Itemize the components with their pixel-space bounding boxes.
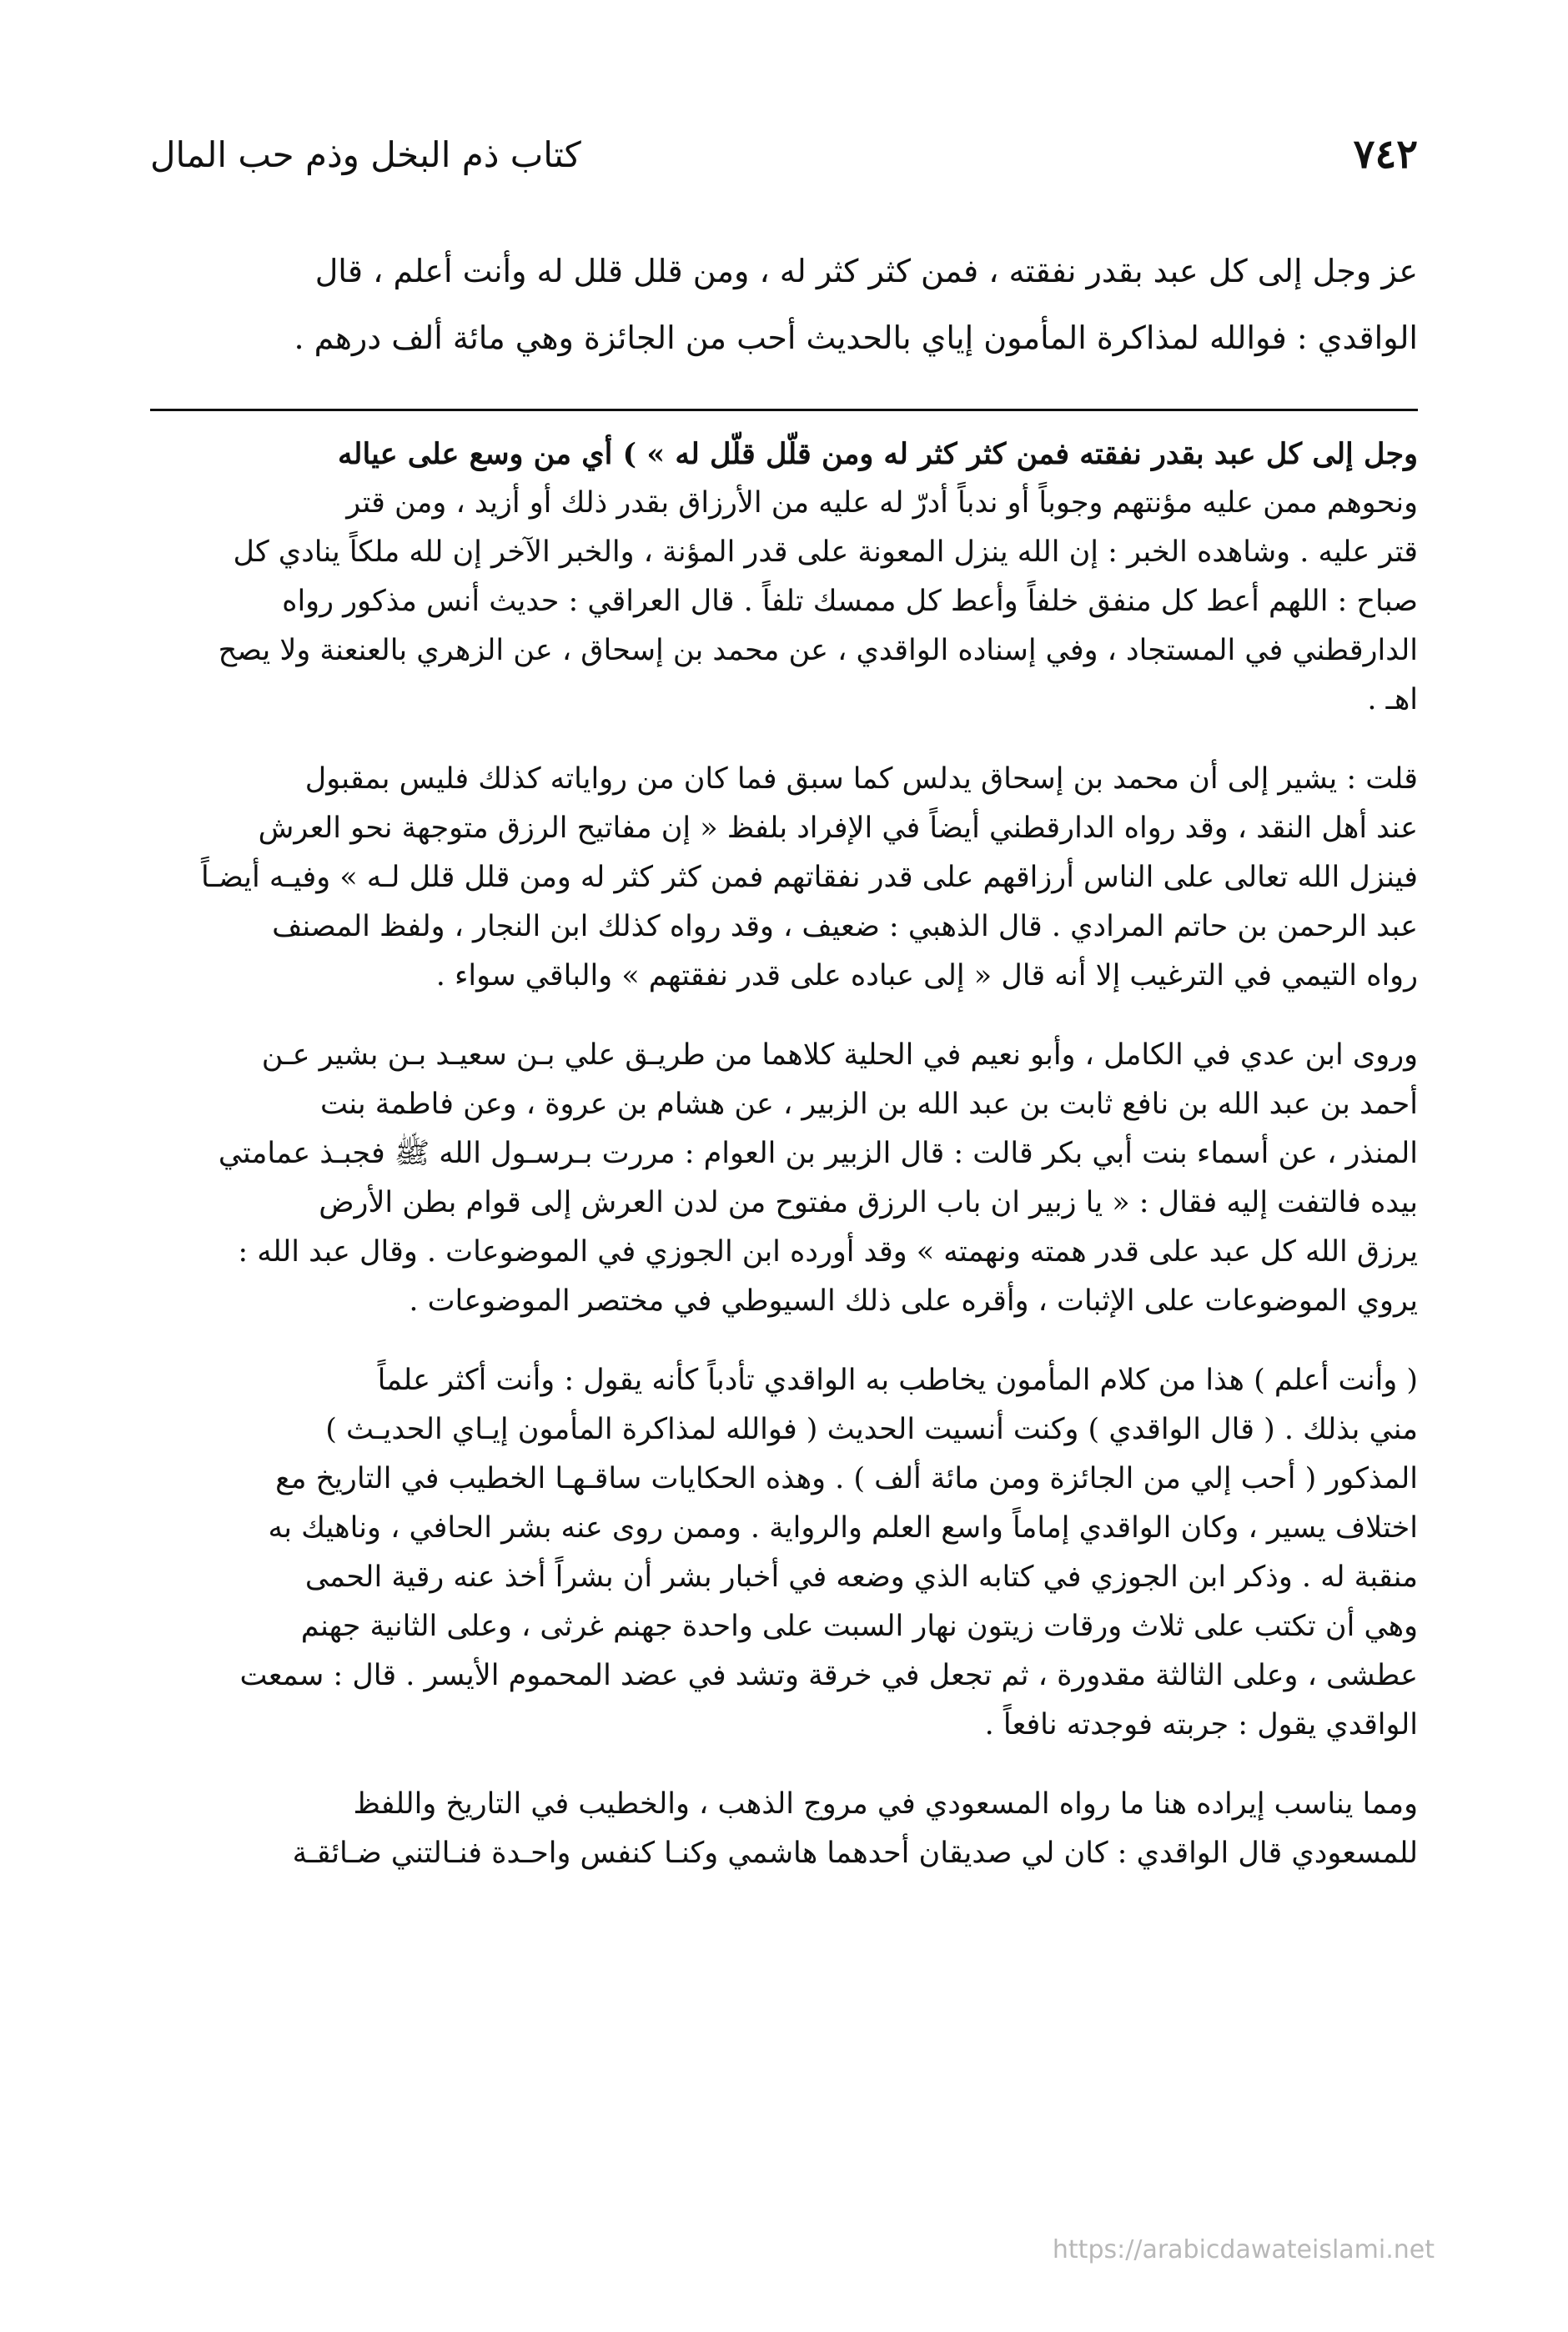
commentary-line: المذكور ( أحب إلي من الجائزة ومن مائة ألف ) . وهذه الحكايات ساقـهـا الخطيب في التاريخ مع: [275, 1462, 1418, 1495]
commentary-line: اختلاف يسير ، وكان الواقدي إماماً واسع العلم والرواية . وممن روى عنه بشر الحافي ، وناهيك به: [268, 1511, 1418, 1545]
commentary-line: قلت : يشير إلى أن محمد بن إسحاق يدلس كما سبق فما كان من رواياته كذلك فليس بمقبول: [304, 762, 1418, 796]
commentary-line: رواه التيمي في الترغيب إلا أنه قال « إلى عباده على قدر نفقتهم » والباقي سواء .: [435, 959, 1418, 993]
commentary-line: عطشى ، وعلى الثالثة مقدورة ، ثم تجعل في خرقة وتشد في عضد المحموم الأيسر . قال : سمعت: [239, 1659, 1418, 1692]
commentary-line: عبد الرحمن بن حاتم المرادي . قال الذهبي : ضعيف ، وقد رواه كذلك ابن النجار ، ولفظ المصنف: [272, 910, 1418, 943]
commentary-line: يروي الموضوعات على الإثبات ، وأقره على ذلك السيوطي في مختصر الموضوعات .: [409, 1284, 1418, 1318]
commentary-line: للمسعودي قال الواقدي : كان لي صديقان أحدهما هاشمي وكنـا كنفس واحـدة فنـالتني ضـائقـة: [292, 1837, 1418, 1870]
commentary-line: اهـ .: [1367, 683, 1418, 716]
commentary-line: وروى ابن عدي في الكامل ، وأبو نعيم في الحلية كلاهما من طريـق علي بـن سعيـد بـن بشير عـن: [261, 1038, 1418, 1072]
commentary-paragraph: [150, 1780, 1418, 1878]
commentary-line: قتر عليه . وشاهده الخبر : إن الله ينزل المعونة على قدر المؤنة ، والخبر الآخر إن لله ملكاً ينادي كل: [233, 535, 1418, 569]
commentary-line: عند أهل النقد ، وقد رواه الدارقطني أيضاً في الإفراد بلفظ « إن مفاتيح الرزق متوجهة نحو العرش: [258, 812, 1418, 845]
commentary-line: المنذر ، عن أسماء بنت أبي بكر قالت : قال الزبير بن العوام : مررت بـرسـول الله ﷺ فجبـذ عمامتي: [218, 1137, 1418, 1170]
commentary-line: وهي أن تكتب على ثلاث ورقات زيتون نهار السبت على واحدة جهنم غرثى ، وعلى الثانية جهنم: [300, 1610, 1418, 1643]
commentary-paragraph: [150, 1356, 1418, 1750]
commentary-line: ( وأنت أعلم ) هذا من كلام المأمون يخاطب به الواقدي تأدباً كأنه يقول : وأنت أكثر علماً: [377, 1364, 1418, 1397]
commentary-paragraph: [150, 430, 1418, 725]
main-text-line: عز وجل إلى كل عبد بقدر نفقته ، فمن كثر كثر له ، ومن قلل قلل له وأنت أعلم ، قال: [314, 253, 1418, 289]
commentary-line: أحمد بن عبد الله بن نافع ثابت بن عبد الله بن الزبير ، عن هشام بن عروة ، وعن فاطمة بنت: [319, 1088, 1418, 1121]
running-title: كتاب ذم البخل وذم حب المال: [150, 133, 581, 175]
commentary: [150, 430, 1418, 1878]
main-text-line: الواقدي : فوالله لمذاكرة المأمون إياي بالحديث أحب من الجائزة وهي مائة ألف درهم .: [294, 319, 1418, 356]
commentary-line: صباح : اللهم أعط كل منفق خلفاً وأعط كل ممسك تلفاً . قال العراقي : حديث أنس مذكور رواه: [282, 585, 1418, 618]
page-header: [150, 125, 1418, 183]
commentary-line: وجل إلى كل عبد بقدر نفقته فمن كثر كثر له ومن قلّل قلّل له » ) أي من وسع على عياله: [338, 437, 1418, 471]
commentary-line: ومما يناسب إيراده هنا ما رواه المسعودي في مروج الذهب ، والخطيب في التاريخ واللفظ: [353, 1787, 1418, 1821]
commentary-line: ونحوهم ممن عليه مؤنتهم وجوباً أو ندباً أدرّ له عليه من الأرزاق بقدر ذلك أو أزيد ، ومن قتر: [346, 486, 1418, 520]
text-divider-rule: [150, 409, 1418, 411]
commentary-line: الدارقطني في المستجاد ، وفي إسناده الواقدي ، عن محمد بن إسحاق ، عن الزهري بالعنعنة ولا يصح: [218, 634, 1418, 667]
main-text: [150, 238, 1418, 371]
commentary-line: الواقدي يقول : جربته فوجدته نافعاً .: [984, 1708, 1418, 1741]
commentary-line: فينزل الله تعالى على الناس أرزاقهم على قدر نفقاتهم فمن كثر كثر له ومن قلل قلل لـه » وفيـه أيضـاً: [201, 861, 1418, 894]
commentary-paragraph: [150, 1031, 1418, 1326]
page-number: ٧٤٢: [1353, 131, 1418, 178]
commentary-line: يرزق الله كل عبد على قدر همته ونهمته » وقد أورده ابن الجوزي في الموضوعات . وقال عبد الله :: [238, 1235, 1418, 1269]
commentary-line: منقبة له . وذكر ابن الجوزي في كتابه الذي وضعه في أخبار بشر أن بشراً أخذ عنه رقية الحمى: [304, 1561, 1418, 1594]
watermark-url: https://arabicdawateislami.net: [1052, 2235, 1435, 2264]
commentary-line: بيده فالتفت إليه فقال : « يا زبير ان باب الرزق مفتوح من لدن العرش إلى قوام بطن الأرض: [319, 1186, 1418, 1219]
commentary-paragraph: [150, 755, 1418, 1001]
commentary-line: مني بذلك . ( قال الواقدي ) وكنت أنسيت الحديث ( فوالله لمذاكرة المأمون إيـاي الحديـث ): [325, 1413, 1418, 1446]
